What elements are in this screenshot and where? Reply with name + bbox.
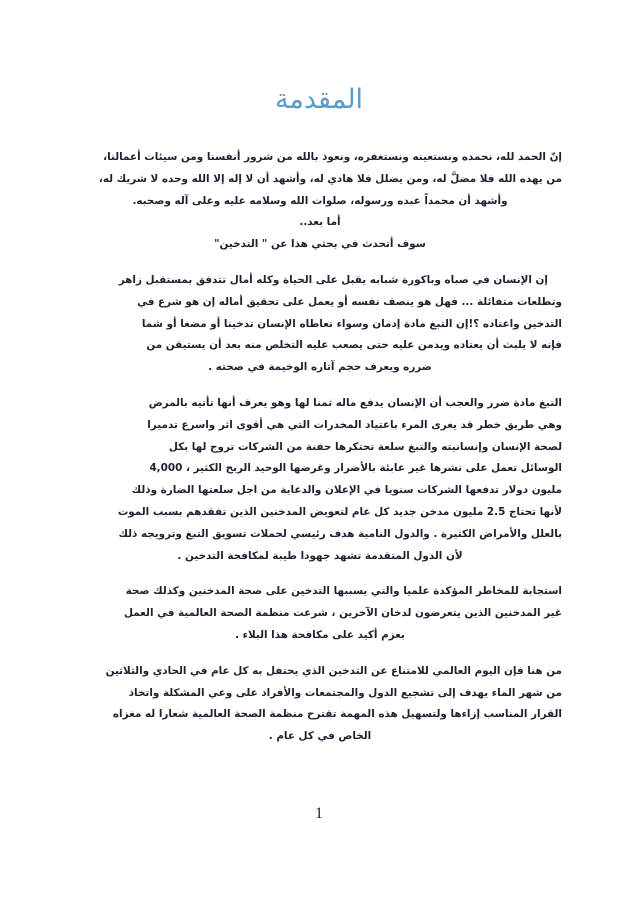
paragraph-line: بعزم أكيد على مكافحة هذا البلاء . <box>235 628 405 641</box>
paragraph-3 <box>78 581 562 646</box>
paragraph-line: الوسائل تعمل على نشرها غير عابئة بالأضرار وغرضها الوحيد الربح الكثير ، 4,000 <box>149 462 562 475</box>
paragraph-line: لصحة الإنسان وإنسانيته والتبغ سلعة تحتكرها حفنة من الشركات تروج لها بكل <box>168 440 562 453</box>
paragraph-line: بالعلل والأمراض الكثيرة . والدول النامية هدف رئيسي لحملات تسويق التبغ وترويجه ذلك <box>118 527 562 540</box>
intro-line: وأشهد أن محمداً عبده ورسوله، صلوات الله وسلامه عليه وعلى آله وصحبه. <box>132 194 508 207</box>
paragraph-line: التبغ مادة ضرر والعجب أن الإنسان يدفع ماله ثمنا لها وهو يعرف أنها تأتيه بالمرض <box>148 396 562 409</box>
paragraph-2 <box>78 393 562 567</box>
paragraph-line: ضرره ويعرف حجم آثاره الوخيمة في صحته . <box>208 361 432 374</box>
page-number: 1 <box>315 805 323 822</box>
paragraph-line: من هنا فإن اليوم العالمي للامتناع عن التدخين الذي يحتفل به كل عام في الحادي والثلاثين <box>105 664 562 677</box>
paragraph-line: لأن الدول المتقدمة تشهد جهودا طيبة لمكافحة التدخين . <box>177 549 463 562</box>
paragraph-4 <box>78 661 562 748</box>
paragraph-1 <box>78 270 562 379</box>
paragraph-line: وهي طريق خطر قد يغرى المرء باعتياد المخدرات التي هي أقوى اثر واسرع تدميرا <box>147 418 562 431</box>
document-body <box>78 147 562 748</box>
intro-block <box>78 147 562 256</box>
paragraph-line: وتطلعات متفائلة ... فهل هو ينصف نفسه أو يعمل على تحقيق أماله إن هو شرع في <box>137 295 562 308</box>
paragraph-line: لأنها تحتاج 2.5 مليون مدخن جديد كل عام لتعويض المدخنين الذين تفقدهم بسبب الموت <box>117 505 562 518</box>
paragraph-line: القرار المناسب إزاءها ولتسهيل هذه المهمة تقترح منظمة الصحة العالمية شعارا له مغزاه <box>112 708 562 721</box>
paragraph-line: استجابة للمخاطر المؤكدة علميا والتي يسببها التدخين على صحة المدخنين وكذلك صحة <box>125 585 562 598</box>
topic-line: سوف أتحدث في بحثي هذا عن " التدخين" <box>214 238 426 251</box>
paragraph-line: التدخين واعتاده ؟!إن التبغ مادة إدمان وسواء تعاطاه الإنسان تدخينا أو مضغا أو شما <box>141 317 562 330</box>
intro-line: من يهده الله فلا مضلَّ له، ومن يضلل فلا هادي له، وأشهد أن لا إله إلا الله وحده لا شريك له، <box>98 172 562 185</box>
paragraph-line: من شهر الماء يهدف إلى تشجيع الدول والمجتمعات والأفراد على وعي المشكلة واتخاذ <box>128 686 562 699</box>
paragraph-line: إن الإنسان في صباه وباكورة شبابه يقبل على الحياة وكله أمال تتدفق بمستقبل زاهر <box>118 273 548 286</box>
paragraph-line: مليون دولار تدفعها الشركات سنويا في الإعلان والدعاية من اجل سلعتها الضارة وذلك <box>131 484 562 497</box>
paragraph-line: فإنه لا يلبث أن يعتاده ويدمن عليه حتى يصعب عليه التخلص منه بعد أن يستيقن من <box>146 339 562 352</box>
paragraph-line: الخاص في كل عام . <box>268 730 372 743</box>
intro-line: إنّ الحمد لله، نحمده ونستعينه ونستغفره، ونعوذ بالله من شرور أنفسنا ومن سيئات أعمالنا، <box>103 151 562 163</box>
intro-line: أما بعد.. <box>299 216 341 229</box>
paragraph-line: غير المدخنين الذين يتعرضون لدخان الآخرين ، شرعت منظمة الصحة العالمية في العمل <box>123 607 562 620</box>
page-title: المقدمة <box>274 84 364 115</box>
